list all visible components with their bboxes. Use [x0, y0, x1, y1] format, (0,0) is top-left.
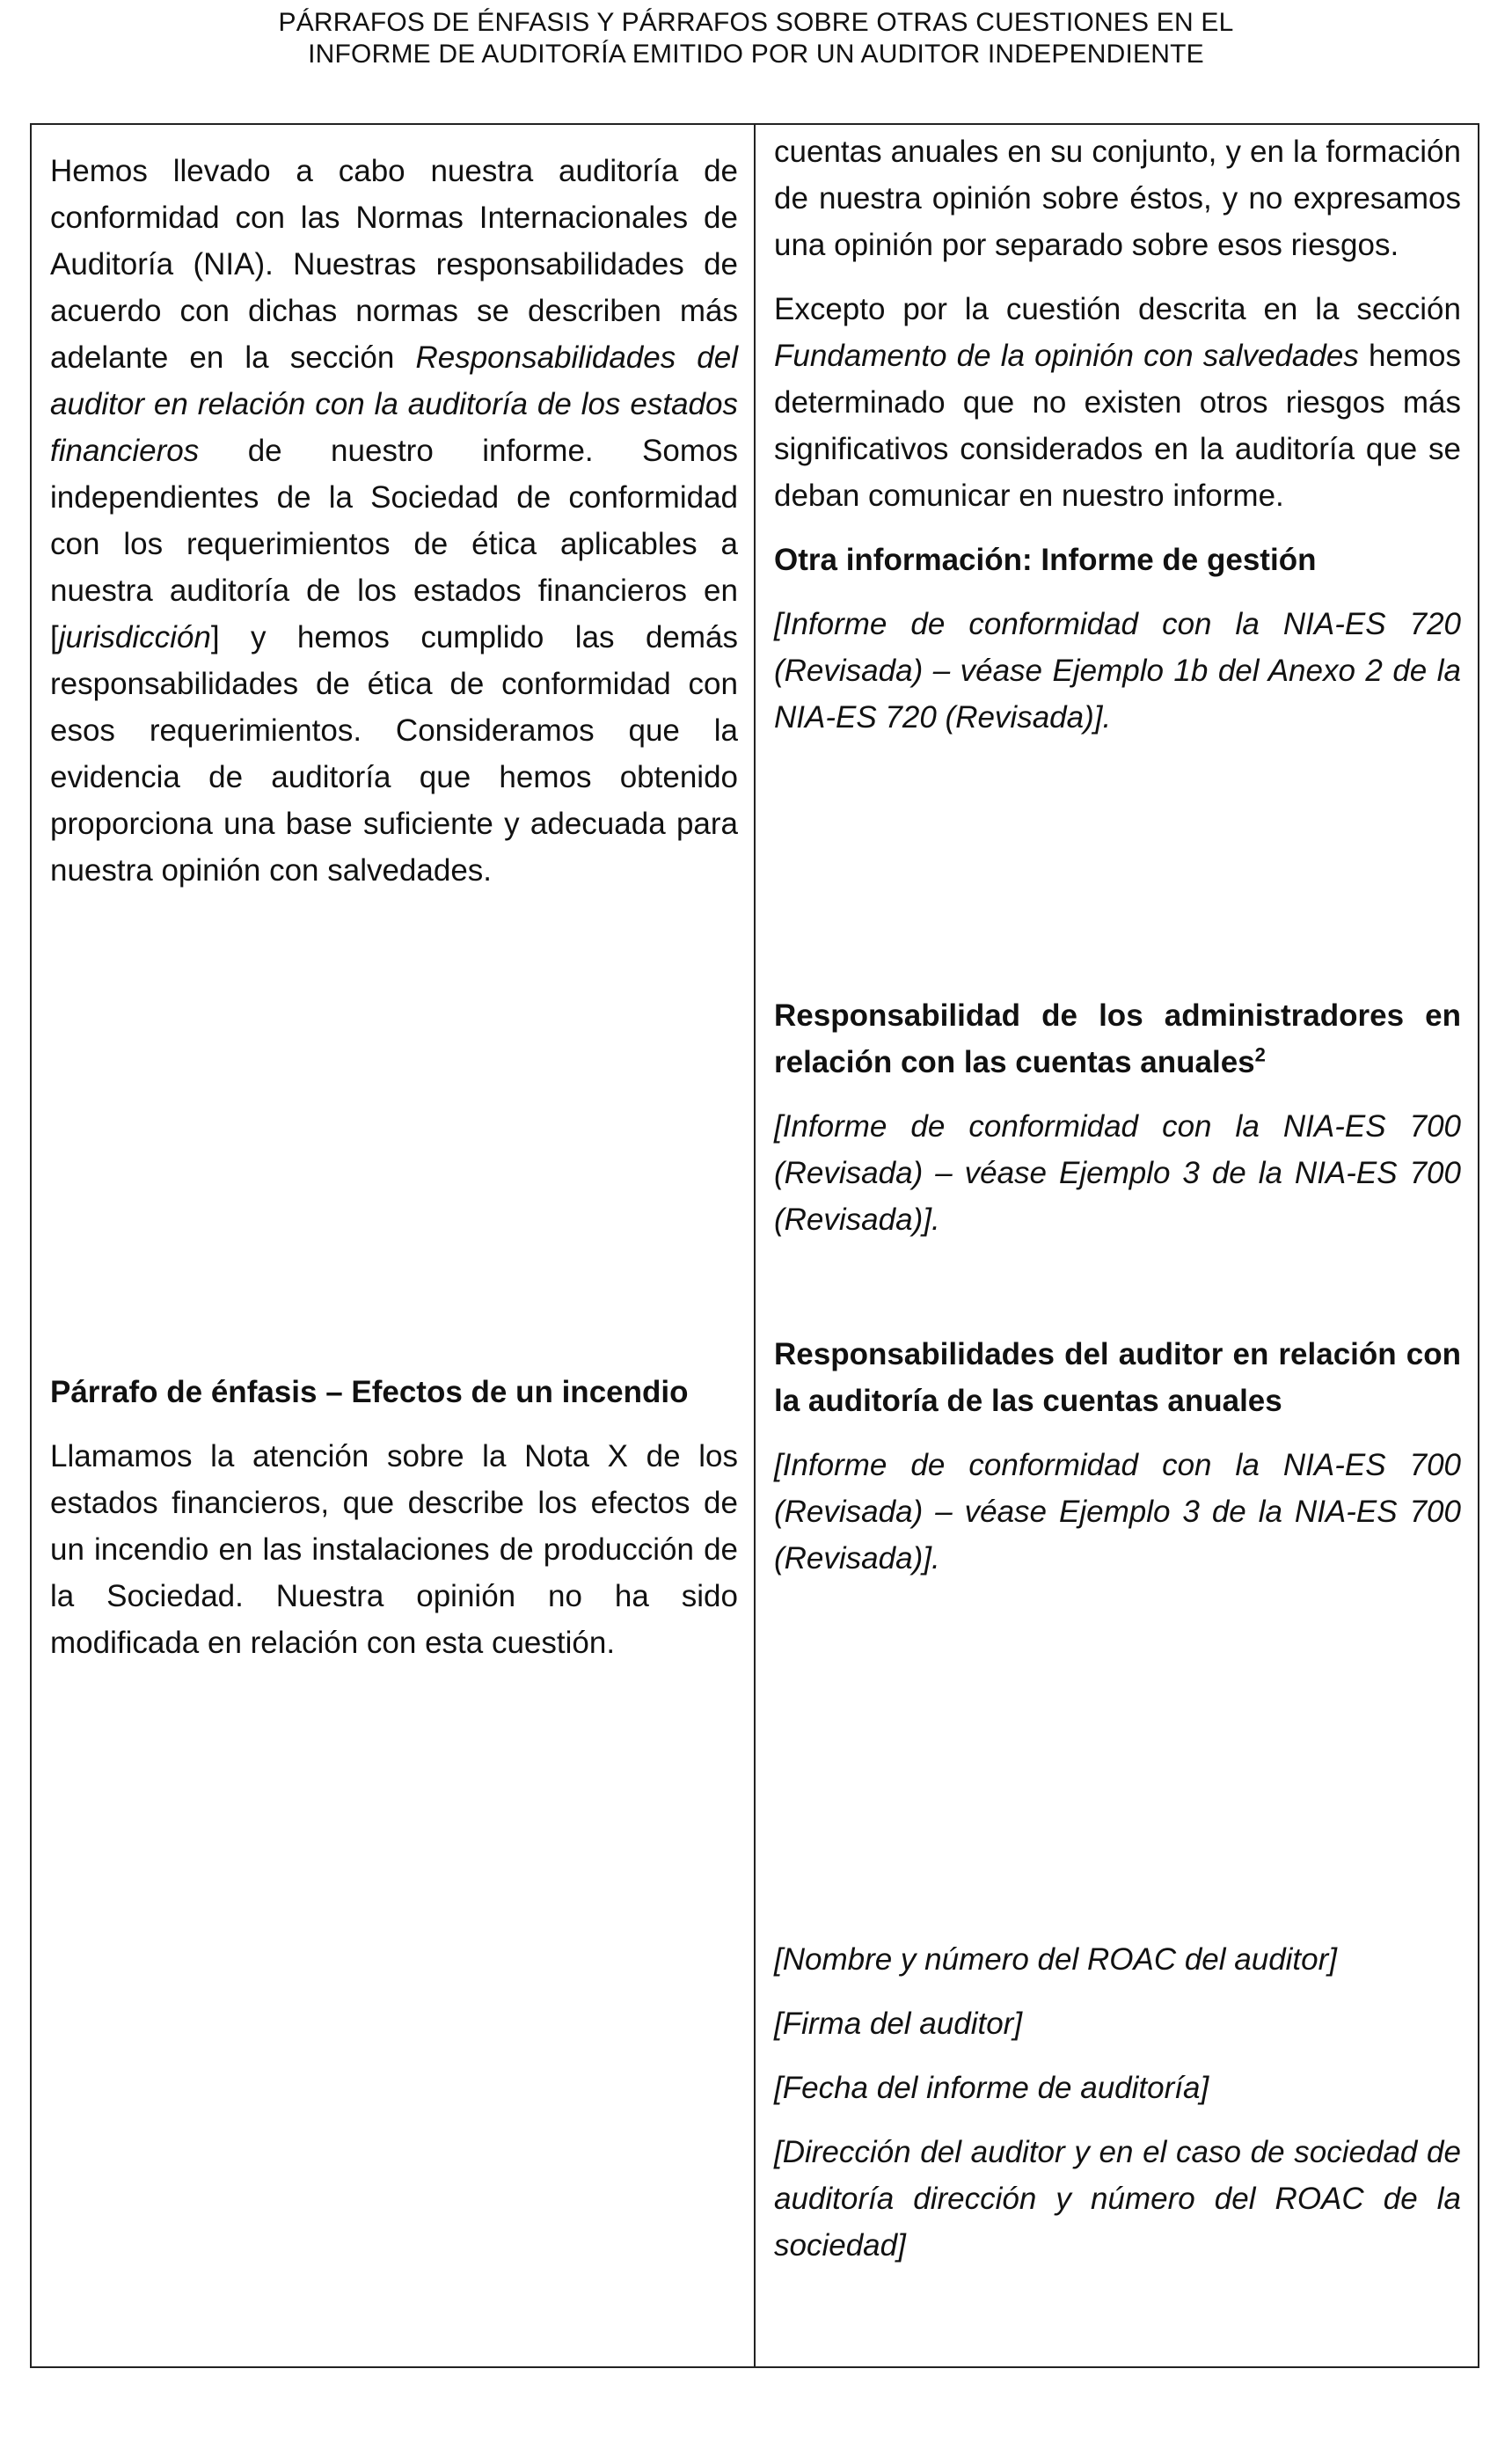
- header-line-2: INFORME DE AUDITORÍA EMITIDO POR UN AUDITOR INDEPENDIENTE: [308, 40, 1204, 69]
- auditor-name-placeholder: [Nombre y número del ROAC del auditor]: [774, 1942, 1337, 1977]
- admin-responsibility-section: [774, 992, 1461, 1261]
- address-placeholder: [Dirección del auditor y en el caso de sociedad de auditoría dirección y número del ROAC de la sociedad]: [774, 2135, 1461, 2263]
- auditor-body: [Informe de conformidad con la NIA-ES 700 (Revisada) – véase Ejemplo 3 de la NIA-ES 700 (Revisada)].: [774, 1448, 1461, 1576]
- other-info-body: [Informe de conformidad con la NIA-ES 720 (Revisada) – véase Ejemplo 1b del Anexo 2 de la NIA-ES 720 (Revisada)].: [774, 607, 1461, 735]
- key-matters-continued-text: cuentas anuales en su conjunto, y en la formación de nuestra opinión sobre éstos, y no expresamos una opinión por separado sobre esos riesgos.: [774, 135, 1461, 262]
- header-line-1: PÁRRAFOS DE ÉNFASIS Y PÁRRAFOS SOBRE OTRAS CUESTIONES EN EL: [278, 8, 1234, 37]
- column-divider: [754, 123, 756, 2368]
- signature-block: [774, 1936, 1461, 2286]
- footnote-marker: 2: [1254, 1043, 1266, 1066]
- auditor-heading: Responsabilidades del auditor en relación con la auditoría de las cuentas anuales: [774, 1337, 1461, 1418]
- auditor-responsibility-section: [774, 1331, 1461, 1599]
- basis-paragraph-block: [50, 148, 738, 911]
- admin-body: [Informe de conformidad con la NIA-ES 700 (Revisada) – véase Ejemplo 3 de la NIA-ES 700 (Revisada)].: [774, 1109, 1461, 1237]
- emphasis-heading: Párrafo de énfasis – Efectos de un incendio: [50, 1375, 689, 1409]
- page-header: [0, 7, 1512, 70]
- admin-heading: Responsabilidad de los administradores en relación con las cuentas anuales$^2$: [774, 998, 1461, 1079]
- signature-placeholder: [Firma del auditor]: [774, 2007, 1023, 2041]
- emphasis-section: [50, 1369, 738, 1684]
- key-matters-continued: [774, 128, 1461, 758]
- except-paragraph: Excepto por la cuestión descrita en la sección Fundamento de la opinión con salvedades hemos determinado que no existen otros riesgos más significativos considerados en la auditoría que se deban comunicar en nuestro informe.: [774, 292, 1461, 513]
- other-info-heading: Otra información: Informe de gestión: [774, 543, 1317, 577]
- report-date-placeholder: [Fecha del informe de auditoría]: [774, 2071, 1209, 2105]
- emphasis-body: Llamamos la atención sobre la Nota X de los estados financieros, que describe los efectos de un incendio en las instalaciones de producción de la Sociedad. Nuestra opinión no ha sido modificada en relación con esta cuestión.: [50, 1439, 738, 1660]
- basis-paragraph: Hemos llevado a cabo nuestra auditoría de conformidad con las Normas Internacionales de Auditoría (NIA). Nuestras responsabilidades de acuerdo con dichas normas se describen más adelante en la sección Responsabilidades del auditor en relación con la auditoría de los estados financieros de nuestro informe. Somos independientes de la Sociedad de conformidad con los requerimientos de ética aplicables a nuestra auditoría de los estados financieros en [jurisdicción] y hemos cumplido las demás responsabilidades de ética de conformidad con esos requerimientos. Consideramos que la evidencia de auditoría que hemos obtenido proporciona una base suficiente y adecuada para nuestra opinión con salvedades.: [50, 154, 738, 888]
